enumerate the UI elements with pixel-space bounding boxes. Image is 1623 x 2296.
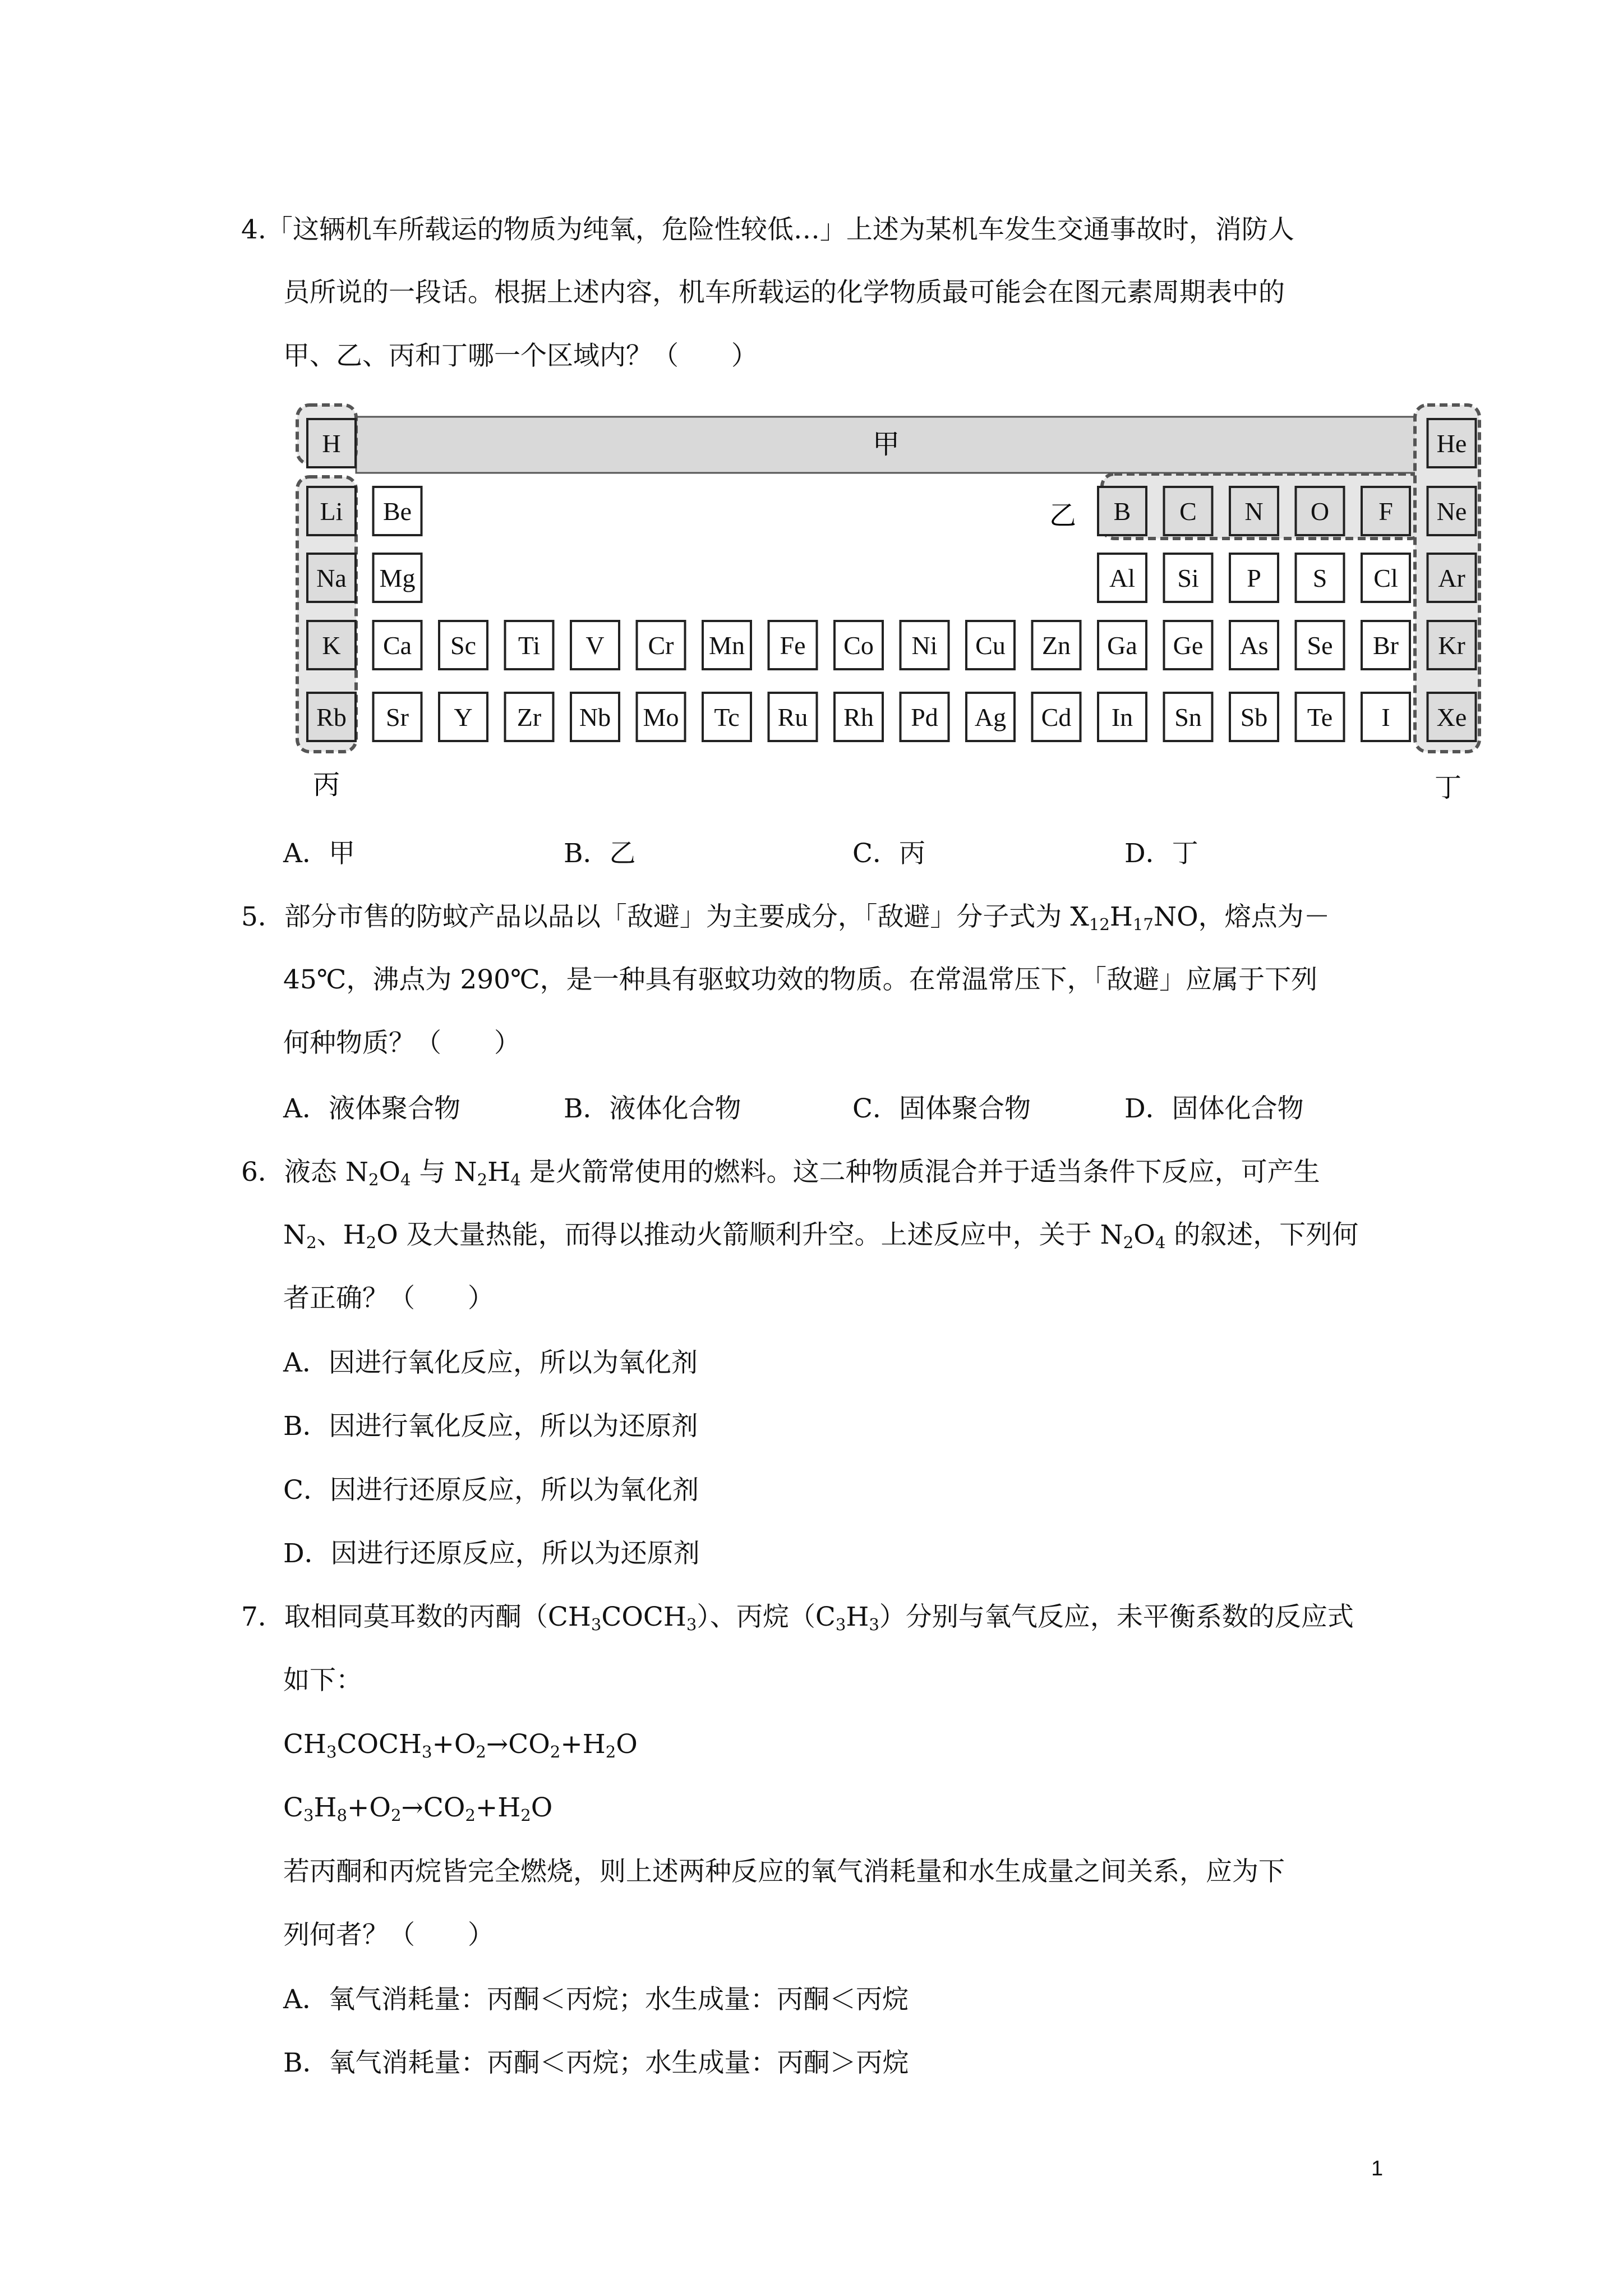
q4-option-b: B．乙 xyxy=(564,838,636,869)
element-symbol: Li xyxy=(320,497,343,526)
element-symbol: Se xyxy=(1307,631,1333,660)
q4-line-1: 4.「这辆机车所载运的物质为纯氧，危险性较低…」上述为某机车发生交通事故时，消防人 xyxy=(241,214,1294,245)
element-cell-k xyxy=(307,621,356,669)
element-symbol: P xyxy=(1247,564,1261,592)
element-symbol: Ge xyxy=(1173,631,1204,660)
element-cell-ge xyxy=(1164,621,1212,669)
element-cell-li xyxy=(307,487,356,535)
element-cell-cd xyxy=(1032,693,1081,741)
element-symbol: Ca xyxy=(382,631,412,660)
element-cell-ga xyxy=(1098,621,1146,669)
q4-line-2: 员所说的一段话。根据上述内容，机车所载运的化学物质最可能会在图元素周期表中的 xyxy=(283,277,1285,308)
element-symbol: Y xyxy=(454,703,473,731)
q6-option-a: A．因进行氧化反应，所以为氧化剂 xyxy=(283,1347,698,1378)
element-symbol: Ga xyxy=(1107,631,1137,660)
q5-line-1: 5．部分市售的防蚊产品以品以「敌避」为主要成分，「敌避」分子式为 $X_{12}H_{17}NO$，熔点为－ xyxy=(241,901,1330,935)
q5-option-d: D．固体化合物 xyxy=(1124,1093,1304,1124)
region-label-jia: 甲 xyxy=(872,429,900,460)
element-cell-zr xyxy=(505,693,554,741)
element-symbol: Te xyxy=(1307,703,1333,731)
region-label-yi: 乙 xyxy=(1049,500,1077,531)
element-cell-n xyxy=(1230,487,1278,535)
element-symbol: In xyxy=(1111,703,1133,731)
element-symbol: As xyxy=(1239,631,1269,660)
element-symbol: B xyxy=(1113,497,1131,526)
element-symbol: O xyxy=(1310,497,1330,526)
periodic-table-figure xyxy=(292,395,1514,822)
q7-line-1: 7．取相同莫耳数的丙酮$(CH_3COCH_3)$、丙烷$(C_3H_3)$分别与氧气反应，未平衡系数的反应式 xyxy=(241,1602,1354,1635)
element-cell-ne xyxy=(1428,487,1476,535)
element-cell-nb xyxy=(571,693,619,741)
element-symbol: Fe xyxy=(780,631,806,660)
element-cell-y xyxy=(439,693,487,741)
element-cell-kr xyxy=(1428,621,1476,669)
element-cell-xe xyxy=(1428,693,1476,741)
element-cell-tc xyxy=(703,693,751,741)
element-cell-cl xyxy=(1362,554,1410,602)
q4-option-a: A．甲 xyxy=(283,838,355,869)
element-symbol: He xyxy=(1436,429,1467,458)
q4-option-c: C．丙 xyxy=(852,838,925,869)
element-cell-sn xyxy=(1164,693,1212,741)
q6-option-b: B．因进行氧化反应，所以为还原剂 xyxy=(283,1411,698,1442)
q7-equation-2: $C_3H_8+O_2\to CO_2+H_2O$ xyxy=(283,1792,553,1825)
element-cell-rh xyxy=(834,693,883,741)
element-cell-p xyxy=(1230,554,1278,602)
element-cell-ca xyxy=(374,621,422,669)
element-symbol: Sr xyxy=(386,703,409,731)
element-cell-zn xyxy=(1032,621,1081,669)
element-cell-rb xyxy=(307,693,356,741)
element-symbol: Nb xyxy=(579,703,611,731)
element-cell-mg xyxy=(374,554,422,602)
element-cell-ti xyxy=(505,621,554,669)
element-symbol: Ag xyxy=(974,703,1007,731)
element-cell-sb xyxy=(1230,693,1278,741)
region-label-ding: 丁 xyxy=(1434,772,1462,803)
element-symbol: Rh xyxy=(843,703,874,731)
element-cell-s xyxy=(1296,554,1344,602)
element-symbol: Ne xyxy=(1436,497,1467,526)
element-symbol: V xyxy=(585,631,605,660)
q7-line-3: 若丙酮和丙烷皆完全燃烧，则上述两种反应的氧气消耗量和水生成量之间关系，应为下 xyxy=(283,1856,1285,1887)
element-cell-si xyxy=(1164,554,1212,602)
element-cell-na xyxy=(307,554,356,602)
element-cell-be xyxy=(374,487,422,535)
element-cell-he xyxy=(1428,419,1476,467)
element-symbol: Be xyxy=(382,497,412,526)
q6-line-1: 6．液态 $N_2O_4$ 与 $N_2H_4$ 是火箭常使用的燃料。这二种物质混合并于适当条件下反应，可产生 xyxy=(241,1157,1320,1190)
element-symbol: Mn xyxy=(709,631,745,660)
element-symbol: F xyxy=(1378,497,1393,526)
element-cell-br xyxy=(1362,621,1410,669)
element-symbol: Ru xyxy=(777,703,808,731)
element-cell-ru xyxy=(769,693,817,741)
element-symbol: Cu xyxy=(975,631,1006,660)
element-cell-i xyxy=(1362,693,1410,741)
element-symbol: Xe xyxy=(1436,703,1467,731)
element-symbol: Ti xyxy=(518,631,541,660)
element-symbol: Br xyxy=(1373,631,1399,660)
element-cell-ni xyxy=(901,621,949,669)
element-symbol: Na xyxy=(316,564,347,592)
q6-line-2: $N_2$、$H_2O$ 及大量热能，而得以推动火箭顺利升空。上述反应中，关于 $N_2O_4$ 的叙述，下列何 xyxy=(283,1220,1359,1253)
q5-line-2: 45℃，沸点为 290℃，是一种具有驱蚊功效的物质。在常温常压下，「敌避」应属于下列 xyxy=(283,964,1318,995)
element-cell-cr xyxy=(637,621,685,669)
element-symbol: Mg xyxy=(379,564,416,592)
q7-option-b: B．氧气消耗量：丙酮＜丙烷；水生成量：丙酮＞丙烷 xyxy=(283,2047,909,2078)
element-symbol: Kr xyxy=(1438,631,1465,660)
element-cell-sr xyxy=(374,693,422,741)
element-symbol: Pd xyxy=(911,703,938,731)
q7-line-2: 如下： xyxy=(283,1665,362,1696)
element-symbol: K xyxy=(322,631,341,660)
element-cell-c xyxy=(1164,487,1212,535)
element-symbol: Zn xyxy=(1041,631,1071,660)
element-symbol: Al xyxy=(1109,564,1135,592)
element-symbol: Zr xyxy=(517,703,542,731)
element-cell-b xyxy=(1098,487,1146,535)
element-cell-sc xyxy=(439,621,487,669)
q6-line-3: 者正确？（ ） xyxy=(283,1283,494,1314)
element-cell-mn xyxy=(703,621,751,669)
element-symbol: N xyxy=(1244,497,1264,526)
element-symbol: Sc xyxy=(450,631,476,660)
element-cell-fe xyxy=(769,621,817,669)
element-symbol: Mo xyxy=(643,703,679,731)
element-symbol: S xyxy=(1312,564,1327,592)
element-cell-pd xyxy=(901,693,949,741)
element-symbol: Tc xyxy=(714,703,740,731)
element-symbol: Si xyxy=(1177,564,1199,592)
q5-option-a: A．液体聚合物 xyxy=(283,1093,460,1124)
q5-line-3: 何种物质？（ ） xyxy=(283,1028,520,1059)
element-cell-cu xyxy=(966,621,1015,669)
element-cell-in xyxy=(1098,693,1146,741)
element-cell-al xyxy=(1098,554,1146,602)
element-symbol: Sb xyxy=(1240,703,1268,731)
element-symbol: Rb xyxy=(316,703,347,731)
q4-line-3: 甲、乙、丙和丁哪一个区域内？（ ） xyxy=(283,341,758,371)
q4-option-d: D．丁 xyxy=(1124,838,1198,869)
element-symbol: Ni xyxy=(911,631,938,660)
element-symbol: Cl xyxy=(1373,564,1398,592)
element-symbol: Ar xyxy=(1438,564,1465,592)
element-cell-ag xyxy=(966,693,1015,741)
q7-option-a: A．氧气消耗量：丙酮＜丙烷；水生成量：丙酮＜丙烷 xyxy=(283,1984,909,2015)
element-cell-f xyxy=(1362,487,1410,535)
element-symbol: Cr xyxy=(648,631,674,660)
element-cell-mo xyxy=(637,693,685,741)
element-symbol: C xyxy=(1179,497,1197,526)
page-number: 1 xyxy=(1371,2157,1384,2180)
element-symbol: Co xyxy=(843,631,874,660)
q6-option-c: C．因进行还原反应，所以为氧化剂 xyxy=(283,1475,699,1506)
element-cell-co xyxy=(834,621,883,669)
element-cell-te xyxy=(1296,693,1344,741)
element-symbol: Sn xyxy=(1174,703,1202,731)
element-symbol: I xyxy=(1381,703,1390,731)
element-cell-v xyxy=(571,621,619,669)
q5-option-c: C．固体聚合物 xyxy=(852,1093,1031,1124)
q7-equation-1: $CH_3COCH_3+O_2\to CO_2+H_2O$ xyxy=(283,1729,638,1762)
element-cell-as xyxy=(1230,621,1278,669)
q7-line-4: 列何者？（ ） xyxy=(283,1920,494,1950)
q5-option-b: B．液体化合物 xyxy=(564,1093,741,1124)
element-symbol: Cd xyxy=(1041,703,1072,731)
element-cell-se xyxy=(1296,621,1344,669)
element-cell-o xyxy=(1296,487,1344,535)
element-symbol: H xyxy=(322,429,341,458)
element-cell-h xyxy=(307,419,356,467)
element-cell-ar xyxy=(1428,554,1476,602)
region-label-bing: 丙 xyxy=(312,769,340,800)
q6-option-d: D．因进行还原反应，所以为还原剂 xyxy=(283,1538,700,1569)
